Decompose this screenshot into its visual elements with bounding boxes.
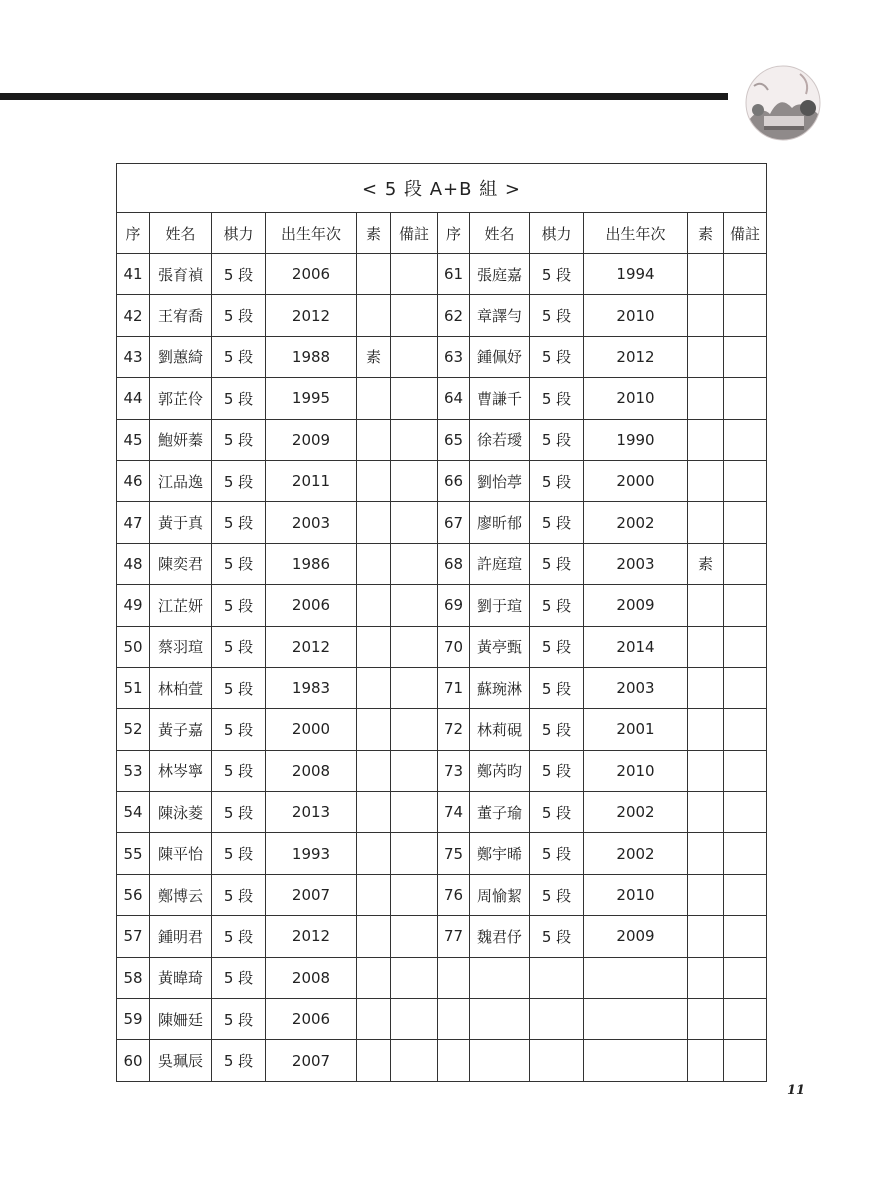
column-header: 出生年次 xyxy=(584,213,688,254)
rank-roster-table xyxy=(116,163,767,1082)
table-cell: 江品逸 xyxy=(150,460,212,501)
table-cell: 5 段 xyxy=(212,916,266,957)
table-cell: 林岑寧 xyxy=(150,750,212,791)
table-cell: 5 段 xyxy=(212,460,266,501)
table-cell: 41 xyxy=(117,254,150,295)
table-cell: 72 xyxy=(438,709,470,750)
table-cell: 1994 xyxy=(584,254,688,295)
table-cell: 5 段 xyxy=(212,750,266,791)
table-cell xyxy=(357,543,391,584)
table-cell xyxy=(391,378,438,419)
table-cell: 2014 xyxy=(584,626,688,667)
table-cell: 77 xyxy=(438,916,470,957)
table-cell: 2000 xyxy=(584,460,688,501)
table-cell: 2012 xyxy=(584,336,688,377)
column-header: 備註 xyxy=(724,213,767,254)
table-cell: 2002 xyxy=(584,833,688,874)
table-cell: 黃亭甄 xyxy=(470,626,530,667)
table-cell: 2003 xyxy=(584,543,688,584)
table-cell xyxy=(391,874,438,915)
table-cell: 黃子嘉 xyxy=(150,709,212,750)
table-cell: 5 段 xyxy=(212,254,266,295)
table-cell: 54 xyxy=(117,792,150,833)
table-cell xyxy=(357,378,391,419)
table-cell xyxy=(357,667,391,708)
table-cell: 2007 xyxy=(266,874,357,915)
table-cell: 董子瑜 xyxy=(470,792,530,833)
table-cell: 5 段 xyxy=(212,957,266,998)
column-header: 出生年次 xyxy=(266,213,357,254)
table-cell: 蘇琬淋 xyxy=(470,667,530,708)
table-cell xyxy=(357,750,391,791)
table-cell xyxy=(724,709,767,750)
table-cell: 2003 xyxy=(266,502,357,543)
table-cell: 59 xyxy=(117,999,150,1040)
table-cell: 5 段 xyxy=(212,667,266,708)
table-cell: 5 段 xyxy=(212,709,266,750)
table-cell: 5 段 xyxy=(530,667,584,708)
table-cell: 2010 xyxy=(584,378,688,419)
table-row xyxy=(117,419,767,460)
table-cell: 2002 xyxy=(584,502,688,543)
table-cell xyxy=(357,833,391,874)
table-cell: 44 xyxy=(117,378,150,419)
table-cell: 1986 xyxy=(266,543,357,584)
table-cell: 2006 xyxy=(266,999,357,1040)
table-cell xyxy=(530,1040,584,1081)
table-cell: 5 段 xyxy=(212,833,266,874)
table-cell: 45 xyxy=(117,419,150,460)
table-cell xyxy=(391,585,438,626)
table-cell: 陳奕君 xyxy=(150,543,212,584)
table-cell: 5 段 xyxy=(530,833,584,874)
table-cell: 55 xyxy=(117,833,150,874)
table-cell: 64 xyxy=(438,378,470,419)
table-row xyxy=(117,460,767,501)
column-header: 姓名 xyxy=(470,213,530,254)
table-cell xyxy=(357,916,391,957)
table-cell: 5 段 xyxy=(212,585,266,626)
table-cell xyxy=(391,792,438,833)
table-row xyxy=(117,957,767,998)
table-cell: 5 段 xyxy=(530,874,584,915)
table-cell: 51 xyxy=(117,667,150,708)
table-cell: 陳姍廷 xyxy=(150,999,212,1040)
table-cell: 5 段 xyxy=(530,585,584,626)
table-cell: 鍾明君 xyxy=(150,916,212,957)
table-cell: 5 段 xyxy=(530,543,584,584)
go-board-emblem-icon xyxy=(740,64,826,142)
table-cell: 2012 xyxy=(266,626,357,667)
table-cell: 5 段 xyxy=(530,378,584,419)
table-cell: 5 段 xyxy=(212,543,266,584)
table-cell: 鮑妍蓁 xyxy=(150,419,212,460)
table-cell: 劉于瑄 xyxy=(470,585,530,626)
table-cell xyxy=(724,378,767,419)
table-cell xyxy=(357,460,391,501)
table-cell: 76 xyxy=(438,874,470,915)
table-cell xyxy=(357,957,391,998)
table-cell xyxy=(688,999,724,1040)
table-cell: 黃于真 xyxy=(150,502,212,543)
table-row xyxy=(117,543,767,584)
table-cell: 61 xyxy=(438,254,470,295)
table-cell: 70 xyxy=(438,626,470,667)
table-cell xyxy=(470,957,530,998)
table-cell: 劉蕙綺 xyxy=(150,336,212,377)
table-cell xyxy=(688,709,724,750)
table-cell: 71 xyxy=(438,667,470,708)
table-cell: 5 段 xyxy=(212,378,266,419)
table-cell: 2000 xyxy=(266,709,357,750)
table-cell: 5 段 xyxy=(530,254,584,295)
table-row xyxy=(117,254,767,295)
table-cell xyxy=(584,957,688,998)
table-cell: 43 xyxy=(117,336,150,377)
table-cell: 57 xyxy=(117,916,150,957)
table-cell: 2010 xyxy=(584,750,688,791)
table-cell: 蔡羽瑄 xyxy=(150,626,212,667)
table-cell xyxy=(391,502,438,543)
table-row xyxy=(117,336,767,377)
table-cell: 2010 xyxy=(584,874,688,915)
table-cell xyxy=(391,336,438,377)
table-cell: 52 xyxy=(117,709,150,750)
table-title: < 5 段 A+B 組 > xyxy=(117,164,767,213)
table-cell: 章譯勻 xyxy=(470,295,530,336)
table-cell: 鄭博云 xyxy=(150,874,212,915)
table-cell: 黃暐琦 xyxy=(150,957,212,998)
table-cell: 5 段 xyxy=(212,295,266,336)
table-cell: 魏君伃 xyxy=(470,916,530,957)
table-cell: 1990 xyxy=(584,419,688,460)
table-cell xyxy=(391,460,438,501)
table-cell xyxy=(391,750,438,791)
table-row xyxy=(117,1040,767,1081)
table-cell xyxy=(438,957,470,998)
table-cell: 5 段 xyxy=(530,709,584,750)
table-cell xyxy=(357,502,391,543)
column-header: 序 xyxy=(438,213,470,254)
table-cell: 58 xyxy=(117,957,150,998)
column-header: 備註 xyxy=(391,213,438,254)
table-cell: 5 段 xyxy=(530,502,584,543)
table-cell: 素 xyxy=(688,543,724,584)
table-cell xyxy=(391,916,438,957)
table-row xyxy=(117,833,767,874)
table-cell: 2007 xyxy=(266,1040,357,1081)
table-cell xyxy=(724,626,767,667)
table-cell xyxy=(724,1040,767,1081)
table-cell: 廖昕郁 xyxy=(470,502,530,543)
column-header: 素 xyxy=(688,213,724,254)
table-cell xyxy=(724,543,767,584)
table-cell: 2002 xyxy=(584,792,688,833)
table-cell xyxy=(357,626,391,667)
table-cell xyxy=(688,626,724,667)
table-cell xyxy=(688,295,724,336)
table-cell xyxy=(688,460,724,501)
table-cell: 許庭瑄 xyxy=(470,543,530,584)
table-row xyxy=(117,709,767,750)
table-row xyxy=(117,792,767,833)
table-cell: 5 段 xyxy=(530,295,584,336)
table-cell: 63 xyxy=(438,336,470,377)
table-cell: 62 xyxy=(438,295,470,336)
table-cell: 鍾佩妤 xyxy=(470,336,530,377)
table-cell: 2012 xyxy=(266,916,357,957)
table-cell xyxy=(688,378,724,419)
table-cell: 劉怡葶 xyxy=(470,460,530,501)
table-cell xyxy=(724,792,767,833)
table-cell: 49 xyxy=(117,585,150,626)
table-cell: 5 段 xyxy=(212,336,266,377)
table-cell xyxy=(391,419,438,460)
column-header: 序 xyxy=(117,213,150,254)
table-cell: 陳平怡 xyxy=(150,833,212,874)
table-cell: 69 xyxy=(438,585,470,626)
table-cell xyxy=(470,1040,530,1081)
table-cell: 5 段 xyxy=(530,792,584,833)
table-cell: 5 段 xyxy=(530,916,584,957)
table-cell: 張育禎 xyxy=(150,254,212,295)
table-cell: 5 段 xyxy=(212,1040,266,1081)
table-cell xyxy=(724,295,767,336)
table-row xyxy=(117,999,767,1040)
table-cell xyxy=(724,419,767,460)
table-cell: 鄭宇晞 xyxy=(470,833,530,874)
table-cell xyxy=(724,916,767,957)
table-cell xyxy=(357,419,391,460)
table-cell: 2012 xyxy=(266,295,357,336)
table-cell xyxy=(688,792,724,833)
table-cell xyxy=(357,874,391,915)
table-cell xyxy=(391,295,438,336)
table-cell xyxy=(724,336,767,377)
table-cell xyxy=(391,709,438,750)
table-cell xyxy=(724,957,767,998)
table-cell: 60 xyxy=(117,1040,150,1081)
table-cell: 王宥喬 xyxy=(150,295,212,336)
table-row xyxy=(117,295,767,336)
column-header: 棋力 xyxy=(530,213,584,254)
table-cell xyxy=(688,957,724,998)
table-cell xyxy=(391,543,438,584)
table-cell: 徐若璦 xyxy=(470,419,530,460)
table-cell: 2013 xyxy=(266,792,357,833)
table-cell: 42 xyxy=(117,295,150,336)
table-cell xyxy=(391,254,438,295)
table-cell xyxy=(470,999,530,1040)
table-row xyxy=(117,916,767,957)
table-cell xyxy=(724,460,767,501)
table-cell: 5 段 xyxy=(530,626,584,667)
table-cell xyxy=(688,750,724,791)
table-cell: 江芷妍 xyxy=(150,585,212,626)
table-row xyxy=(117,378,767,419)
table-cell: 2010 xyxy=(584,295,688,336)
table-cell: 曹謙千 xyxy=(470,378,530,419)
table-cell: 5 段 xyxy=(530,460,584,501)
table-cell xyxy=(688,502,724,543)
table-cell: 陳泳菱 xyxy=(150,792,212,833)
table-cell xyxy=(357,999,391,1040)
table-cell: 吳珮辰 xyxy=(150,1040,212,1081)
table-cell: 50 xyxy=(117,626,150,667)
table-cell xyxy=(688,585,724,626)
table-cell xyxy=(724,999,767,1040)
table-cell: 47 xyxy=(117,502,150,543)
table-body xyxy=(117,254,767,1082)
table-cell: 2008 xyxy=(266,750,357,791)
table-row xyxy=(117,502,767,543)
table-cell xyxy=(724,585,767,626)
table-cell: 5 段 xyxy=(212,874,266,915)
table-cell xyxy=(391,1040,438,1081)
table-cell: 66 xyxy=(438,460,470,501)
table-cell: 48 xyxy=(117,543,150,584)
table-cell xyxy=(357,254,391,295)
table-cell: 46 xyxy=(117,460,150,501)
table-cell xyxy=(391,957,438,998)
table-cell: 75 xyxy=(438,833,470,874)
table-cell: 林莉硯 xyxy=(470,709,530,750)
table-cell: 1995 xyxy=(266,378,357,419)
column-header: 棋力 xyxy=(212,213,266,254)
table-cell xyxy=(438,1040,470,1081)
table-cell xyxy=(724,254,767,295)
table-cell xyxy=(688,254,724,295)
table-cell: 74 xyxy=(438,792,470,833)
table-cell: 5 段 xyxy=(530,750,584,791)
table-cell: 1993 xyxy=(266,833,357,874)
table-cell xyxy=(724,750,767,791)
table-cell: 5 段 xyxy=(212,792,266,833)
table-cell xyxy=(688,419,724,460)
table-cell xyxy=(724,502,767,543)
header-rule xyxy=(0,93,728,100)
table-cell: 5 段 xyxy=(212,419,266,460)
table-cell: 張庭嘉 xyxy=(470,254,530,295)
table-cell xyxy=(688,833,724,874)
table-cell: 素 xyxy=(357,336,391,377)
table-cell xyxy=(584,999,688,1040)
table-cell: 53 xyxy=(117,750,150,791)
table-cell xyxy=(357,295,391,336)
table-cell: 2003 xyxy=(584,667,688,708)
table-cell xyxy=(688,874,724,915)
table-cell: 56 xyxy=(117,874,150,915)
table-cell xyxy=(724,667,767,708)
table-cell xyxy=(530,957,584,998)
table-cell: 1983 xyxy=(266,667,357,708)
table-cell xyxy=(724,833,767,874)
table-row xyxy=(117,750,767,791)
column-header-row xyxy=(117,213,767,254)
table-cell xyxy=(688,667,724,708)
table-cell xyxy=(724,874,767,915)
table-cell xyxy=(530,999,584,1040)
table-cell: 5 段 xyxy=(212,626,266,667)
column-header: 姓名 xyxy=(150,213,212,254)
table-cell: 67 xyxy=(438,502,470,543)
table-row xyxy=(117,585,767,626)
table-cell: 5 段 xyxy=(212,999,266,1040)
table-cell xyxy=(688,336,724,377)
table-cell xyxy=(357,709,391,750)
table-cell: 2009 xyxy=(584,916,688,957)
table-cell xyxy=(688,1040,724,1081)
table-cell: 2011 xyxy=(266,460,357,501)
table-cell: 2009 xyxy=(584,585,688,626)
table-cell xyxy=(391,999,438,1040)
table-cell xyxy=(357,792,391,833)
table-cell: 林柏萱 xyxy=(150,667,212,708)
table-cell: 周愉絜 xyxy=(470,874,530,915)
table-cell: 65 xyxy=(438,419,470,460)
table-cell xyxy=(688,916,724,957)
table-cell: 2009 xyxy=(266,419,357,460)
table-cell: 2006 xyxy=(266,254,357,295)
table-cell: 2001 xyxy=(584,709,688,750)
table-cell xyxy=(357,1040,391,1081)
table-cell: 5 段 xyxy=(212,502,266,543)
table-cell xyxy=(391,667,438,708)
table-cell: 5 段 xyxy=(530,336,584,377)
table-cell: 鄭芮昀 xyxy=(470,750,530,791)
table-row xyxy=(117,667,767,708)
table-row xyxy=(117,626,767,667)
table-cell: 73 xyxy=(438,750,470,791)
table-cell xyxy=(357,585,391,626)
table-cell: 2008 xyxy=(266,957,357,998)
table-cell xyxy=(391,833,438,874)
table-cell xyxy=(391,626,438,667)
table-cell: 2006 xyxy=(266,585,357,626)
table-cell: 68 xyxy=(438,543,470,584)
table-row xyxy=(117,874,767,915)
table-cell: 5 段 xyxy=(530,419,584,460)
table-cell xyxy=(438,999,470,1040)
table-cell: 郭芷伶 xyxy=(150,378,212,419)
column-header: 素 xyxy=(357,213,391,254)
table-cell xyxy=(584,1040,688,1081)
page-number: 11 xyxy=(787,1083,806,1098)
table-cell: 1988 xyxy=(266,336,357,377)
